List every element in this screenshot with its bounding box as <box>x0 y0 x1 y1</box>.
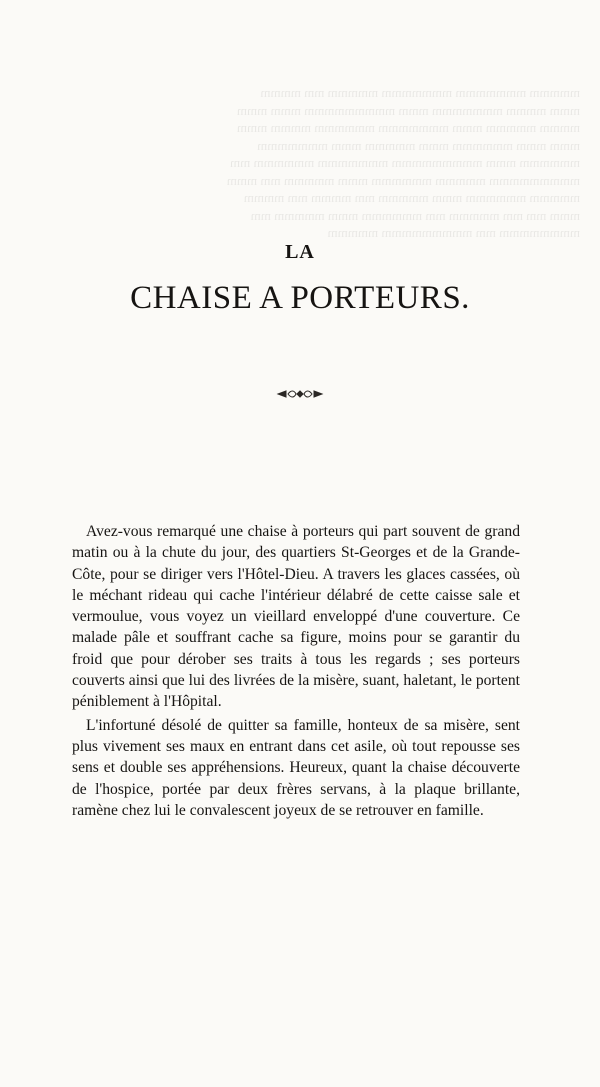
fleuron-ornament-icon <box>276 387 324 401</box>
show-through-texture: mmmmm mmmmmmm mmmmmmm mmmmm mm mmmm mmm mmmm mmmmmmm mmm mmmmmmmmm mmm mmm mmmm mmmmm mmm mmmmmmm mmmmmm mmmm mmm mmm mmm mmmmmm mmm mmmmm mmm mmmmmmm mmmmmm mmm mmmmmmmmm mmmmmmm mmmmmm mm mmmmmmmmm mmmmm mmmmmm mmm mmmmm mm mmm mmmmm mmmmmm mmm mmmmm mm mmmm mm mmmm mmm mm mm mmmmm mm mmmmmm mmm mmmmm mm mmmmmmmm mm mmmmmmmmm mmmmm <box>226 85 580 240</box>
paragraph-2: L'infortuné désolé de quitter sa famille, honteux de sa misère, sent plus vivement ses maux en entrant dans cet asile, où tout repousse ses sens et double ses appréhensions. Heureux, quant la chaise découverte de l'hospice, portée par deux frères servans, à la plaque brillante, ramène chez lui le convalescent joyeux de se retrouver en famille. <box>72 716 520 819</box>
paragraph-1: Avez-vous remarqué une chaise à porteurs qui part souvent de grand matin ou à la chute du jour, des quartiers St-Georges et de la Grande-Côte, pour se diriger vers l'Hôtel-Dieu. A travers les glaces cassées, où le méchant rideau qui cache l'intérieur délabré de cette caisse sale et vermoulue, vous voyez un vieillard enveloppé d'une couverture. Ce malade pâle et souffrant cache sa figure, moins pour se garantir du froid que pour dérober ses traits à tous les regards ; ses porteurs couverts ainsi que lui des livrées de la misère, suant, haletant, le portent péniblement à l'Hôpital. <box>72 523 520 711</box>
body-text <box>72 521 520 821</box>
chapter-title: CHAISE A PORTEURS. <box>130 280 470 316</box>
chapter-heading-article: LA <box>285 241 315 263</box>
